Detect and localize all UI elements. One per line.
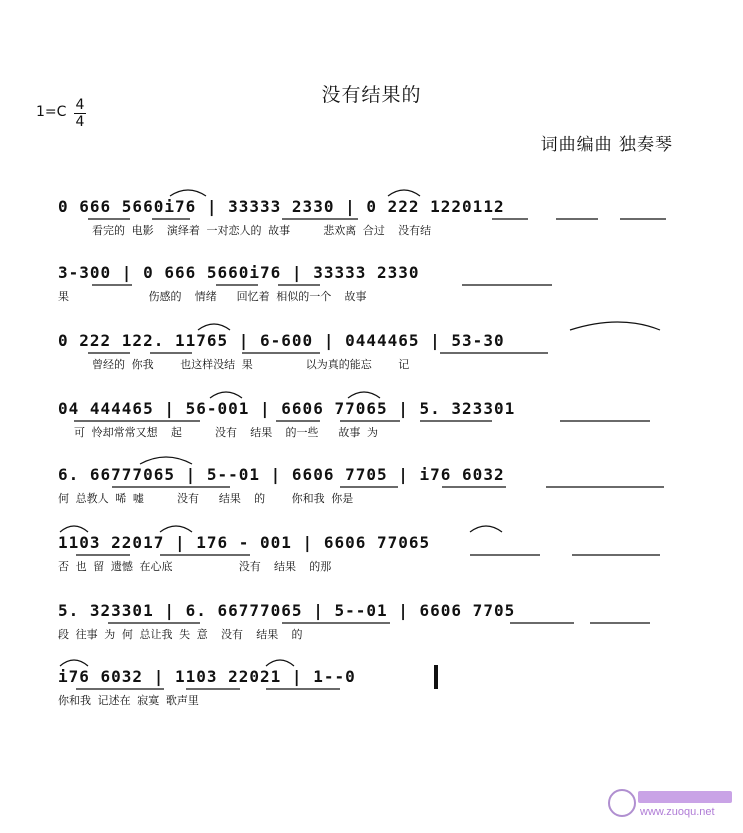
lyrics-line-8: 你和我 记述在 寂寞 歌声里 <box>58 694 199 707</box>
page-title: 没有结果的 <box>321 84 422 106</box>
credits: 词曲编曲 独奏琴 <box>540 135 673 155</box>
time-signature <box>74 98 86 129</box>
notation-line-7: 5. 323301 | 6. 66777065 | 5--01 | 6606 7705 <box>58 601 516 620</box>
final-barline <box>434 665 438 689</box>
lyrics-line-4: 可 怜却常常又想 起 没有 结果 的一些 故事 为 <box>74 426 378 439</box>
watermark-text: www.zuoqu.net <box>640 806 715 818</box>
notation-line-4: 04 444465 | 56-001 | 6606 77065 | 5. 323301 <box>58 399 516 418</box>
lyrics-line-7: 段 往事 为 何 总让我 失 意 没有 结果 的 <box>58 628 303 641</box>
notation-line-5: 6. 66777065 | 5--01 | 6606 7705 | i76 6032 <box>58 465 505 484</box>
watermark-logo <box>608 787 733 825</box>
notation-line-1: 0 666 5660i76 | 33333 2330 | 0 222 1220112 <box>58 197 505 216</box>
notation-line-8: i76 6032 | 1103 22021 | 1--0 <box>58 667 356 686</box>
watermark-emblem-icon <box>608 789 636 817</box>
lyrics-line-2: 果 伤感的 情绪 回忆着 相似的一个 故事 <box>58 290 367 303</box>
lyrics-line-5: 何 总教人 唏 嘘 没有 结果 的 你和我 你是 <box>58 492 354 505</box>
key-signature: 1=C <box>36 104 67 120</box>
notation-line-6: 1103 22017 | 176 - 001 | 6606 77065 <box>58 533 431 552</box>
time-signature-bottom: 4 <box>75 114 85 130</box>
notation-line-3: 0 222 122. 11765 | 6-600 | 0444465 | 53-30 <box>58 331 505 350</box>
notation-line-2: 3-300 | 0 666 5660i76 | 33333 2330 <box>58 263 420 282</box>
lyrics-line-3: 曾经的 你我 也这样没结 果 以为真的能忘 记 <box>92 358 410 371</box>
watermark-band <box>638 791 732 803</box>
lyrics-line-1: 看完的 电影 演绎着 一对恋人的 故事 悲欢离 合过 没有结 <box>92 224 432 237</box>
time-signature-top: 4 <box>75 97 85 113</box>
lyrics-line-6: 否 也 留 遗憾 在心底 没有 结果 的那 <box>58 560 332 573</box>
